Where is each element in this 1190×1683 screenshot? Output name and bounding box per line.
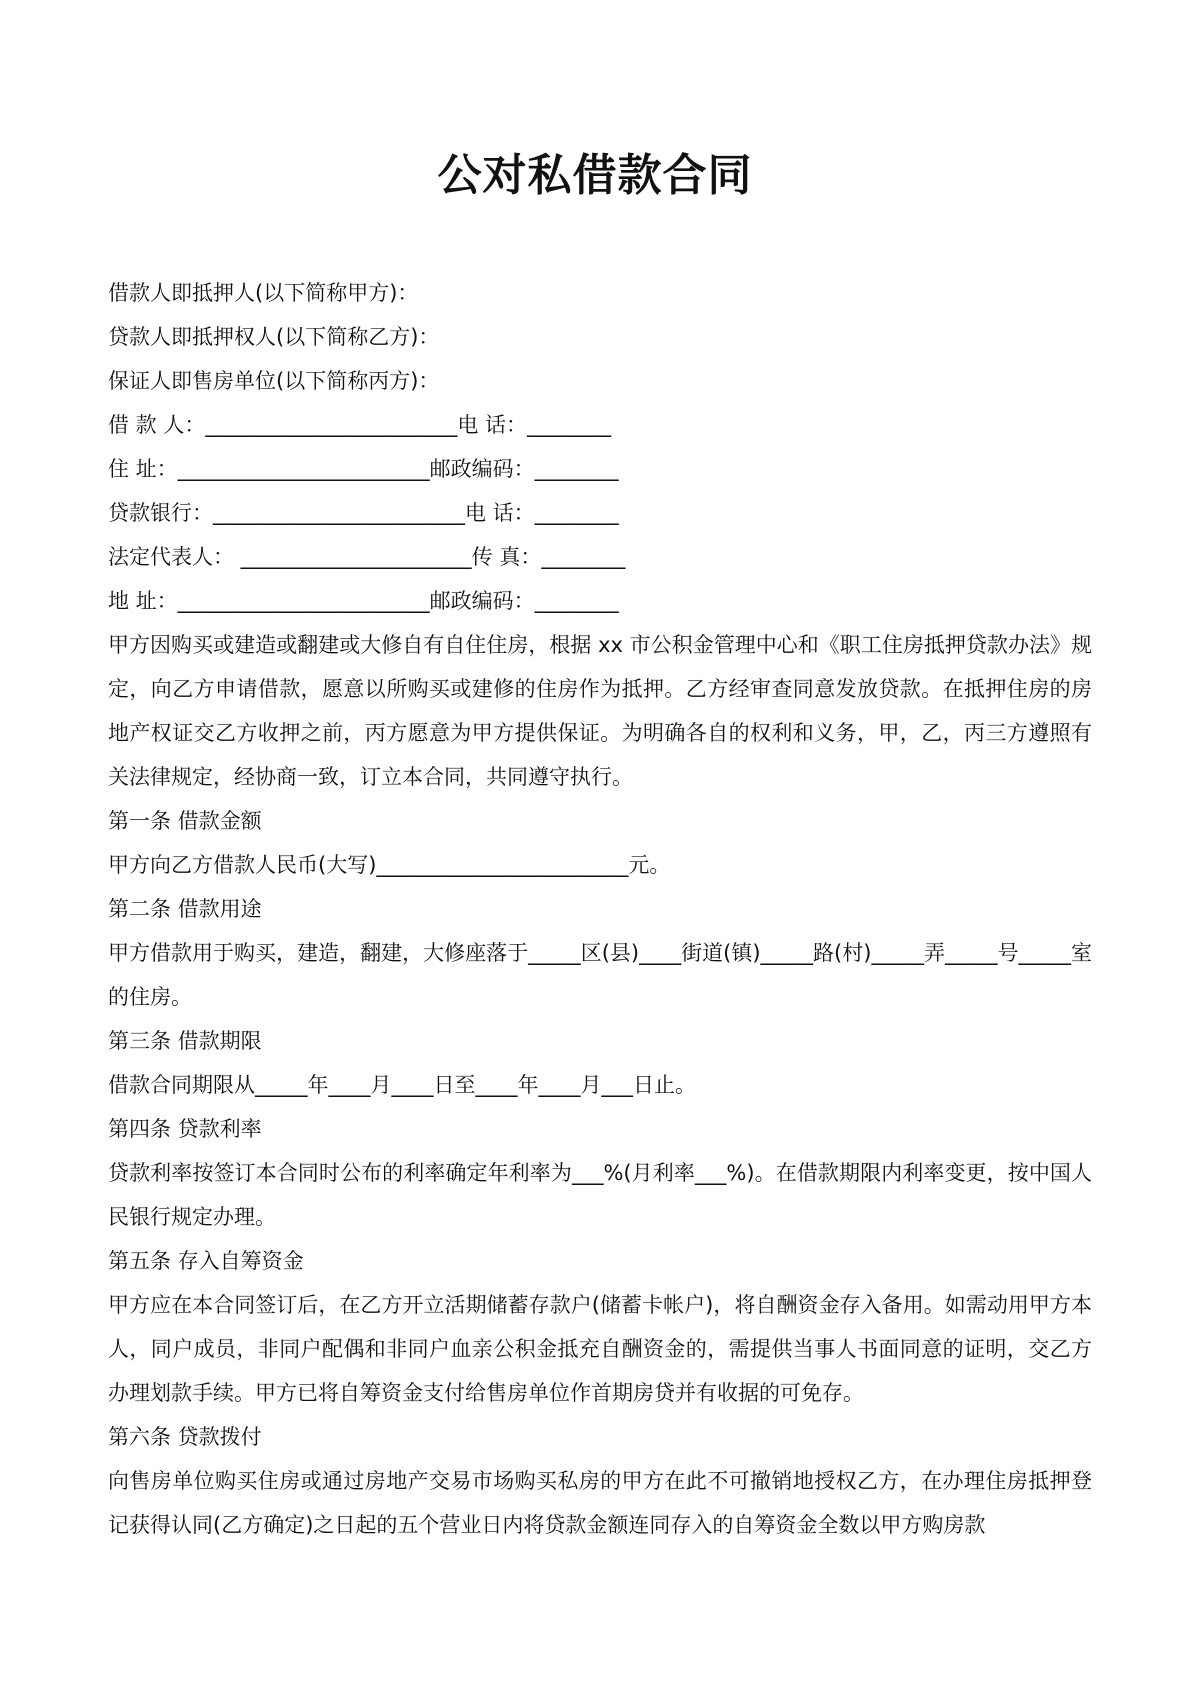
- article-3-heading: 第三条 借款期限: [108, 1029, 262, 1053]
- article-2-text: 甲方借款用于购买，建造，翻建，大修座落于_____区(县)____街道(镇)_____路(村)_____弄_____号_____室的住房。: [108, 941, 1092, 1009]
- intro-paragraph: 甲方因购买或建造或翻建或大修自有自住住房，根据 xx 市公积金管理中心和《职工住房抵押贷款办法》规定，向乙方申请借款，愿意以所购买或建修的住房作为抵押。乙方经审查同意发放贷款。在抵押住房的房地产权证交乙方收押之前，丙方愿意为甲方提供保证。为明确各自的权利和义务，甲，乙，丙三方遵照有关法律规定，经协商一致，订立本合同，共同遵守执行。: [108, 633, 1092, 789]
- article-4-text: 贷款利率按签订本合同时公布的利率确定年利率为___%(月利率___%)。在借款期限内利率变更，按中国人民银行规定办理。: [108, 1161, 1092, 1229]
- field-lending-bank: 贷款银行：________________________电 话：________: [108, 501, 619, 525]
- article-4-heading: 第四条 贷款利率: [108, 1117, 262, 1141]
- field-address: 住 址：________________________邮政编码：________: [108, 457, 619, 481]
- contract-body: [108, 271, 1092, 1547]
- article-1-heading: 第一条 借款金额: [108, 809, 262, 833]
- document-title: 公对私借款合同: [437, 150, 753, 201]
- article-5-text: 甲方应在本合同签订后，在乙方开立活期储蓄存款户(储蓄卡帐户)，将自酬资金存入备用。如需动用甲方本人，同户成员，非同户配偶和非同户血亲公积金抵充自酬资金的，需提供当事人书面同意的证明，交乙方办理划款手续。甲方已将自筹资金支付给售房单位作首期房贷并有收据的可免存。: [108, 1293, 1092, 1405]
- field-address-2: 地 址：________________________邮政编码：________: [108, 589, 619, 613]
- party-borrower: 借款人即抵押人(以下简称甲方)：: [108, 281, 419, 305]
- article-3-text: 借款合同期限从_____年____月____日至____年____月___日止。: [108, 1073, 696, 1097]
- article-6-heading: 第六条 贷款拨付: [108, 1425, 262, 1449]
- party-guarantor: 保证人即售房单位(以下简称丙方)：: [108, 369, 440, 393]
- article-5-heading: 第五条 存入自筹资金: [108, 1249, 304, 1273]
- party-lender: 贷款人即抵押权人(以下简称乙方)：: [108, 325, 440, 349]
- article-2-heading: 第二条 借款用途: [108, 897, 262, 921]
- field-borrower: 借 款 人：________________________电 话：________: [108, 413, 612, 437]
- article-1-text: 甲方向乙方借款人民币(大写)________________________元。: [108, 853, 671, 877]
- article-6-text: 向售房单位购买住房或通过房地产交易市场购买私房的甲方在此不可撤销地授权乙方，在办理住房抵押登记获得认同(乙方确定)之日起的五个营业日内将贷款金额连同存入的自筹资金全数以甲方购房款: [108, 1469, 1092, 1537]
- field-legal-representative: 法定代表人： ______________________传 真：________: [108, 545, 626, 569]
